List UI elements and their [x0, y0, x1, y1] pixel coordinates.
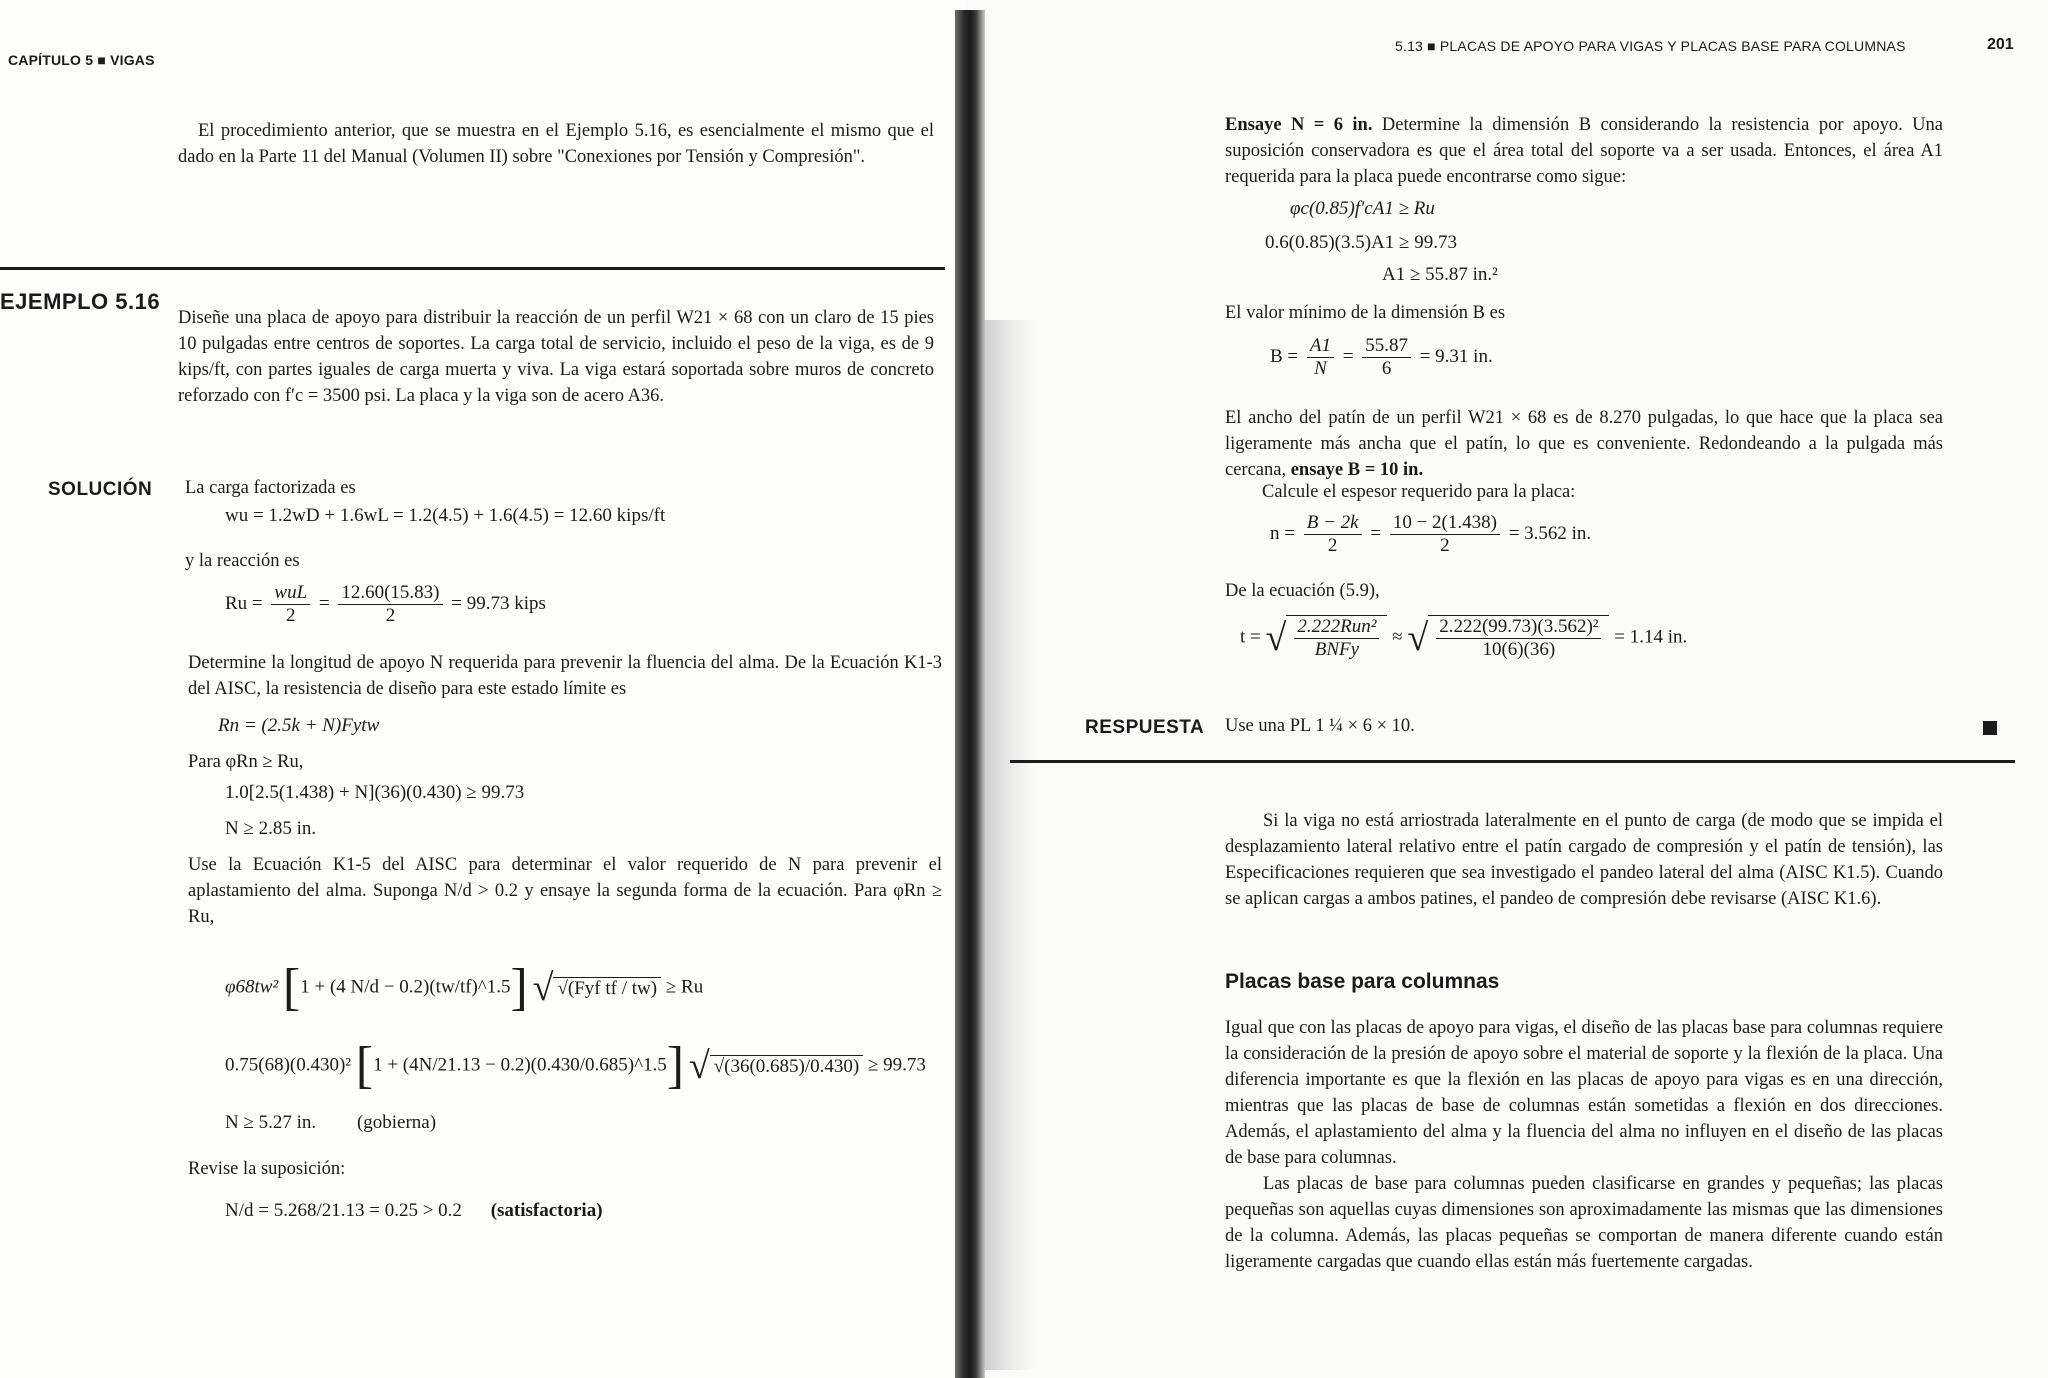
page-number: 201 [1987, 36, 2014, 53]
equation-wu: wu = 1.2wD + 1.6wL = 1.2(4.5) + 1.6(4.5) = 12.60 kips/ft [225, 505, 666, 526]
running-head-left: CAPÍTULO 5 ■ VIGAS [8, 52, 155, 68]
example-rule [0, 267, 945, 270]
equation-a1-2: 0.6(0.85)(3.5)A1 ≥ 99.73 [1265, 232, 1457, 253]
equation-n1: 1.0[2.5(1.438) + N](36)(0.430) ≥ 99.73 [225, 782, 525, 803]
left-page [0, 0, 965, 1378]
equation-t: t = √ $\frac{\text{2.222Run²}}{\text{BNFy}}$ ≈ √ $\frac{\text{2.222(99.73)(3.562)²}}{10(6)(36)}$ = 1.14 in. [1240, 616, 1688, 660]
crippling-paragraph: Use la Ecuación K1-5 del AISC para determinar el valor requerido de N para prevenir el aplastamiento del alma. Suponga N/d > 0.2 y ensaye la segunda forma de la ecuación. Para φRn ≥ Ru, [188, 855, 942, 927]
equation-n2: N ≥ 2.85 in. [225, 818, 317, 839]
for-condition: Para φRn ≥ Ru, [188, 752, 304, 772]
thickness-line: Calcule el espesor requerido para la placa: [1262, 482, 1576, 502]
end-of-example-mark [1983, 721, 1997, 735]
check-label: Revise la suposición: [188, 1159, 346, 1179]
yield-paragraph: Determine la longitud de apoyo N requerida para prevenir la fluencia del alma. De la Ecuación K1-3 del AISC, la resistencia de diseño para este estado límite es [188, 653, 942, 699]
example-label: EJEMPLO 5.16 [0, 289, 161, 314]
equation-n3: N ≥ 5.27 in. (gobierna) [225, 1112, 437, 1133]
answer-text: Use una PL 1 ¼ × 6 × 10. [1225, 716, 1415, 736]
base-plate-paragraph-1: Igual que con las placas de apoyo para vigas, el diseño de las placas base para columnas requiere la consideración de la presión de apoyo sobre el material de soporte y la flexión de la placa. Una diferencia importante es que la flexión en las placas de apoyo para vigas es en una dirección, mientras que las placas de base de columnas están sometidas a flexión en dos direcciones. Además, el aplastamiento del alma y la fluencia del alma no influyen en el diseño de las placas de base para columnas. [1225, 1018, 1943, 1168]
equation-check: N/d = 5.268/21.13 = 0.25 > 0.2 (satisfactoria) [225, 1200, 603, 1221]
solution-line-2: y la reacción es [185, 551, 300, 571]
example-statement: Diseñe una placa de apoyo para distribuir la reacción de un perfil W21 × 68 con un claro de 15 pies 10 pulgadas entre centros de soportes. La carga total de servicio, incluido el peso de la viga, es de 9 kips/ft, con partes iguales de carga muerta y viva. La viga estará soportada sobre muros de concreto reforzado con f′c = 3500 psi. La placa y la viga son de acero A36. [178, 308, 934, 406]
equation-b: B = $\frac{A1}{N}$ = $\frac{55.87}{6}$ = 9.31 in. [1270, 335, 1493, 379]
from-equation-label: De la ecuación (5.9), [1225, 581, 1380, 601]
running-head-right: 5.13 ■ PLACAS DE APOYO PARA VIGAS Y PLACAS BASE PARA COLUMNAS [1395, 38, 1906, 54]
equation-rn: Rn = (2.5k + N)Fytw [218, 715, 380, 736]
equation-crippling-2: 0.75(68)(0.430)² [1 + (4N/21.13 − 0.2)(0.430/0.685)^1.5] √ √(36(0.685)/0.430) ≥ 99.73 [225, 1037, 926, 1094]
right-page [965, 0, 2048, 1378]
base-plate-paragraph-2: Las placas de base para columnas pueden clasificarse en grandes y pequeñas; las placas pequeñas son aquellas cuyas dimensiones son aproximadamente las mismas que las dimensiones de la columna. Además, las placas pequeñas se comportan de manera diferente cuando están ligeramente cargadas que cuando ellas están más fuertemente cargadas. [1225, 1174, 1943, 1272]
equation-n: n = $\frac{B - 2k}{2}$ = $\frac{10 - 2(1.438)}{2}$ = 3.562 in. [1270, 512, 1592, 556]
try-n-paragraph: Ensaye N = 6 in. Determine la dimensión B considerando la resistencia por apoyo. Una suposición conservadora es que el área total del soporte va a ser usada. Entonces, el área A1 requerida para la placa puede encontrarse como sigue: [1225, 115, 1943, 187]
lateral-buckling-paragraph: Si la viga no está arriostrada lateralmente en el punto de carga (de modo que se impida el desplazamiento lateral relativo entre el patín cargado de compresión y el patín de tensión), las Especificaciones requieren que sea investigado el pandeo lateral del alma (AISC K1.5). Cuando se aplican cargas a ambos patines, el pandeo de compresión debe revisarse (AISC K1.6). [1225, 811, 1943, 909]
intro-paragraph: El procedimiento anterior, que se muestra en el Ejemplo 5.16, es esencialmente el mismo que el dado en la Parte 11 del Manual (Volumen II) sobre "Conexiones por Tensión y Compresión". [178, 121, 934, 167]
solution-label: SOLUCIÓN [48, 479, 153, 500]
equation-ru: Ru = $\frac{\text{wuL}}{2}$ = $\frac{12.60(15.83)}{2}$ = 99.73 kips [225, 582, 546, 626]
section-title: Placas base para columnas [1225, 970, 1500, 993]
equation-crippling-1: φ68tw² [1 + (4 N/d − 0.2)(tw/tf)^1.5] √ √(Fyf tf / tw) ≥ Ru [225, 959, 704, 1016]
equation-a1-3: A1 ≥ 55.87 in.² [1382, 264, 1498, 285]
answer-label: RESPUESTA [1085, 717, 1205, 738]
flange-paragraph: El ancho del patín de un perfil W21 × 68 es de 8.270 pulgadas, lo que hace que la placa sea ligeramente más ancha que el patín, lo que es conveniente. Redondeando a la pulgada más cercana, ensaye B = 10 in. [1225, 408, 1943, 480]
example-end-rule [1010, 760, 2015, 763]
equation-a1-1: φc(0.85)f′cA1 ≥ Ru [1290, 198, 1435, 219]
min-b-label: El valor mínimo de la dimensión B es [1225, 303, 1506, 323]
solution-line-1: La carga factorizada es [185, 478, 356, 498]
